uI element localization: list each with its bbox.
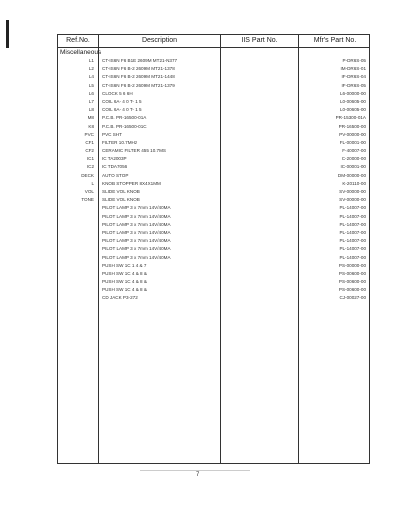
description-cell: PILOT LAMP 3 x 7mm 14V/40MA	[102, 254, 171, 260]
ref-cell: L8	[88, 107, 94, 113]
table-row	[58, 155, 369, 163]
ref-cell: L7	[88, 98, 94, 104]
description-cell: PILOT LAMP 3 x 7mm 14V/40MA	[102, 246, 171, 252]
description-cell: CT-IS6N F6 B-2 2609M MT21-1378	[102, 66, 175, 72]
description-cell: CT-IS6N F6 B-2 2609M MT21-1448	[102, 74, 175, 80]
description-cell: PUSH SW 1C 1 4 & 7	[102, 262, 147, 268]
header-ref-no: Ref.No.	[66, 37, 90, 44]
table-row	[58, 123, 369, 131]
table-row	[58, 204, 369, 212]
table-row	[58, 254, 369, 262]
description-cell: PILOT LAMP 3 x 7mm 14V/40MA	[102, 221, 171, 227]
description-cell: CT-IS6N F6 B1E 2609M MT21-N377	[102, 58, 178, 63]
mfr-part-cell: PV-00000-00	[339, 131, 366, 137]
mfr-part-cell: K-20110-00	[342, 180, 366, 186]
mfr-part-cell: F-40007-00	[342, 148, 366, 154]
page-number: 7	[196, 472, 200, 478]
ref-cell: IC2	[86, 164, 94, 170]
mfr-part-cell: L6-00000-00	[339, 90, 366, 96]
mfr-part-cell: IF-DR6S-05	[341, 82, 366, 88]
description-cell: CERAMIC FILTER 455 10.7MS	[102, 148, 166, 154]
table-body	[58, 57, 369, 303]
mfr-part-cell: CJ-00027-00	[339, 295, 366, 301]
description-cell: PUSH SW 1C 4 & 8 &	[102, 287, 147, 293]
table-row	[58, 82, 369, 90]
mfr-part-cell: PL-14007-00	[339, 254, 366, 260]
ref-cell: L1	[88, 58, 94, 63]
description-cell: IC TA2003P	[102, 156, 127, 162]
ref-cell: VOL	[84, 189, 94, 194]
header-description: Description	[141, 37, 177, 44]
table-row	[58, 196, 369, 204]
description-cell: COIL 6A- 4 0 T- 1 5	[102, 98, 142, 104]
description-cell: PVC SHT	[102, 131, 122, 137]
description-cell: KNOB STOPPER 8X4X1MM	[102, 180, 161, 186]
mfr-part-cell: PL-14007-00	[339, 205, 366, 211]
description-cell: PILOT LAMP 3 x 7mm 14V/40MA	[102, 229, 171, 235]
mfr-part-cell: SV-00000-00	[339, 189, 366, 194]
description-cell: PILOT LAMP 3 x 7mm 14V/40MA	[102, 213, 171, 219]
table-row	[58, 213, 369, 221]
mfr-part-cell: DM-00000-00	[337, 172, 366, 178]
mfr-part-cell: IC-00001-00	[340, 164, 366, 170]
ref-cell: M8	[87, 115, 94, 121]
description-cell: PILOT LAMP 3 x 7mm 14V/40MA	[102, 205, 171, 211]
ref-cell: K8	[88, 123, 94, 129]
mfr-part-cell: PS-00000-00	[338, 262, 366, 268]
table-row	[58, 106, 369, 114]
mfr-part-cell: PR-16500-00	[338, 123, 366, 129]
mfr-part-cell: SV-00000-00	[339, 197, 366, 203]
table-row	[58, 180, 369, 188]
ref-cell: PVC	[84, 131, 94, 137]
table-row	[58, 65, 369, 73]
binding-mark	[6, 20, 9, 48]
mfr-part-cell: PL-14007-00	[339, 246, 366, 252]
mfr-part-cell: PL-14007-00	[339, 229, 366, 235]
mfr-part-cell: PS-00600-00	[338, 287, 366, 293]
description-cell: P.C.B. PR-16500-01C	[102, 123, 147, 129]
description-cell: PUSH SW 1C 4 & 8 &	[102, 279, 147, 285]
description-cell: CT-IS6N F6 B-2 2609M MT21-1379	[102, 82, 175, 88]
table-row	[58, 221, 369, 229]
mfr-part-cell: PS-00600-00	[338, 270, 366, 276]
table-row	[58, 188, 369, 196]
mfr-part-cell: L0-00605-00	[339, 107, 366, 113]
table-row	[58, 139, 369, 147]
bottom-rule	[140, 470, 250, 471]
table-row	[58, 229, 369, 237]
description-cell: CLOCK 5 6 6H	[102, 90, 133, 96]
mfr-part-cell: P-DR6S-05	[342, 58, 366, 63]
mfr-part-cell: IM-DR6S-01	[340, 66, 366, 72]
section-label: Miscellaneous	[60, 49, 102, 56]
table-row	[58, 73, 369, 81]
table-row	[58, 245, 369, 253]
table-row	[58, 286, 369, 294]
mfr-part-cell: PR-15300-01A	[335, 115, 366, 121]
table-row	[58, 262, 369, 270]
ref-cell: CF2	[85, 148, 94, 154]
description-cell: AUTO STOP	[102, 172, 129, 178]
ref-cell: L4	[88, 74, 94, 80]
mfr-part-cell: FL-00001-00	[339, 139, 366, 145]
description-cell: PILOT LAMP 3 x 7mm 14V/40MA	[102, 238, 171, 244]
ref-cell: L	[91, 180, 94, 186]
table-row	[58, 98, 369, 106]
description-cell: SLIDE VOL KNOB	[102, 189, 140, 194]
header-its-part-no: IIS Part No.	[241, 37, 278, 44]
ref-cell: L2	[88, 66, 94, 72]
mfr-part-cell: L0-00605-00	[339, 98, 366, 104]
header-mfr-part-no: Mfr's Part No.	[313, 37, 357, 44]
table-row	[58, 270, 369, 278]
ref-cell: L6	[88, 90, 94, 96]
mfr-part-cell: PS-00600-00	[338, 279, 366, 285]
table-row	[58, 131, 369, 139]
ref-cell: IC1	[86, 156, 94, 162]
table-row	[58, 163, 369, 171]
table-row	[58, 237, 369, 245]
description-cell: P.C.B. PR-16500-01A	[102, 115, 147, 121]
mfr-part-cell: IF-DR6S-04	[341, 74, 366, 80]
table-row	[58, 172, 369, 180]
description-cell: COIL 6A- 4 0 T- 1 5	[102, 107, 142, 113]
table-row	[58, 90, 369, 98]
table-row	[58, 147, 369, 155]
ref-cell: TONE	[81, 197, 94, 203]
description-cell: CD JACK P3-272	[102, 295, 138, 301]
table-row	[58, 294, 369, 302]
mfr-part-cell: C-20000-00	[341, 156, 366, 162]
mfr-part-cell: PL-14007-00	[339, 221, 366, 227]
table-header	[58, 35, 369, 48]
parts-table	[57, 34, 370, 464]
table-row	[58, 278, 369, 286]
ref-cell: CF1	[85, 139, 94, 145]
ref-cell: L5	[88, 82, 94, 88]
ref-cell: DECK	[81, 172, 94, 178]
table-row	[58, 57, 369, 65]
mfr-part-cell: PL-14007-00	[339, 238, 366, 244]
description-cell: IC TDA7056	[102, 164, 128, 170]
description-cell: SLIDE VOL KNOB	[102, 197, 140, 203]
description-cell: FILTER 10.7MHz	[102, 139, 138, 145]
table-row	[58, 114, 369, 122]
mfr-part-cell: PL-14007-00	[339, 213, 366, 219]
description-cell: PUSH SW 1C 4 & 8 &	[102, 270, 147, 276]
